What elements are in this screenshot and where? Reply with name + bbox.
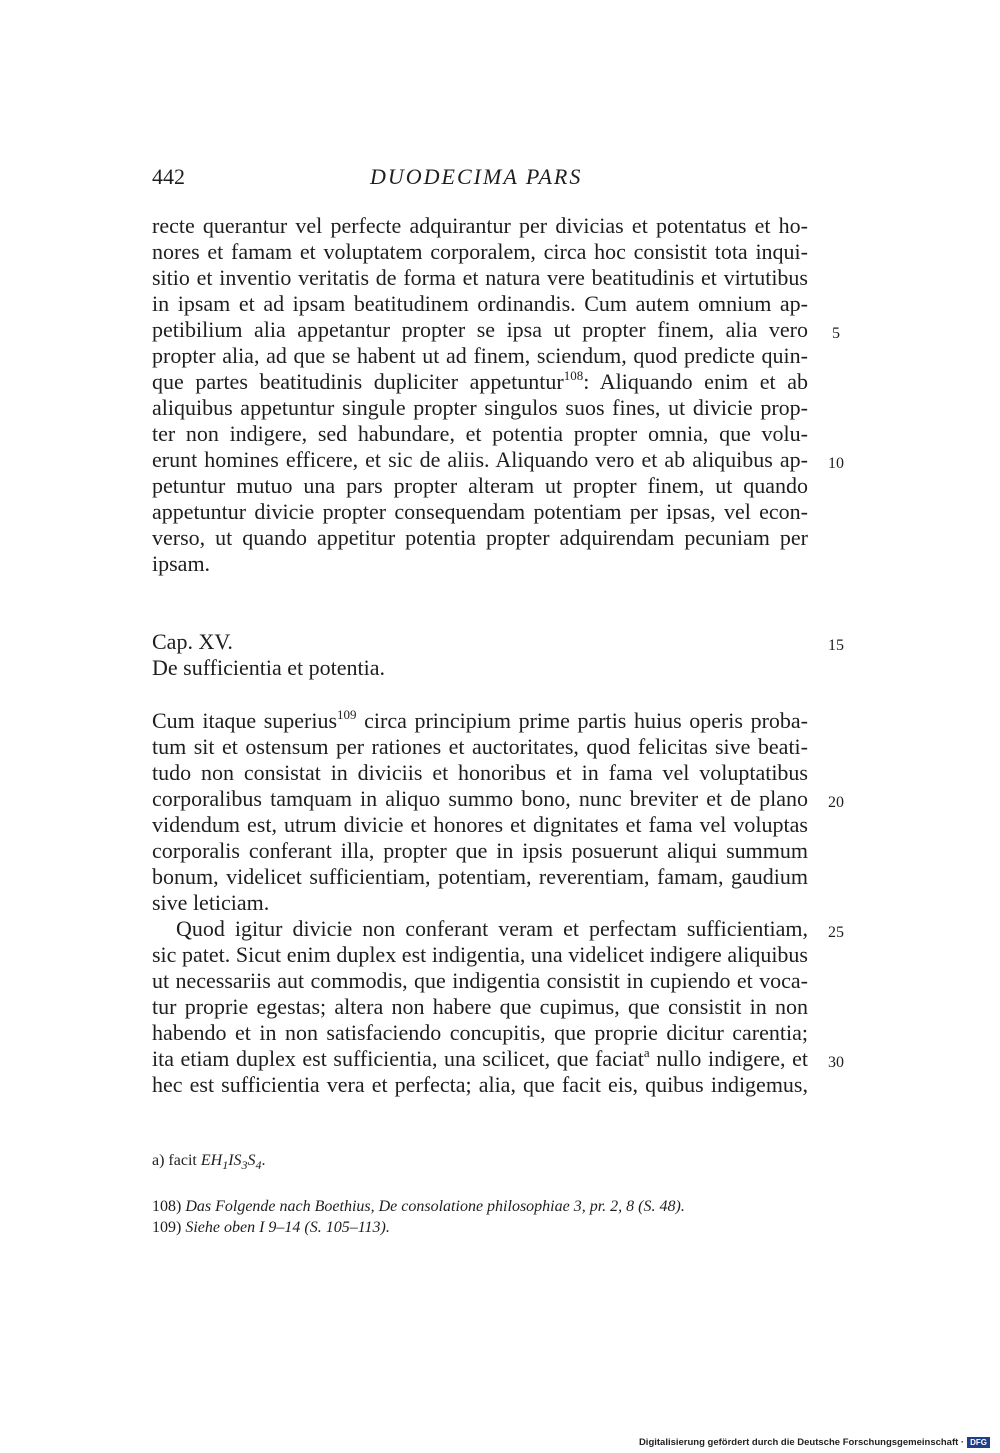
text-run: Cum itaque superius <box>152 708 338 733</box>
footnote-text: Das Folgende nach Boethius, De consolatione philosophiae 3, pr. 2, 8 (S. 48). <box>185 1198 685 1215</box>
text-line <box>152 708 808 734</box>
siglum-index: 1 <box>222 1158 229 1172</box>
text-run: circa principium prime partis huius operis proba- <box>356 708 808 733</box>
text-line: sic patet. Sicut enim duplex est indigentia, una videlicet indigere aliquibus <box>152 942 808 967</box>
text-line: nores et famam et voluptatem corporalem, circa hoc consistit tota inqui- <box>152 239 808 264</box>
text-line: ut necessariis aut commodis, que indigentia consistit in cupiendo et voca- <box>152 968 808 993</box>
line-number: 30 <box>828 1054 844 1071</box>
footnote-ref[interactable]: 108 <box>563 368 584 383</box>
footnote-text: Siehe oben I 9–14 (S. 105–113). <box>185 1219 390 1236</box>
chapter-title: De sufficientia et potentia. <box>152 655 385 680</box>
apparatus-label: a) facit <box>152 1152 201 1169</box>
siglum: EH <box>200 1152 223 1169</box>
text-line: habendo et in non satisfaciendo concupitis, que proprie dicitur carentia; <box>152 1020 808 1045</box>
dfg-logo: DFG <box>967 1437 990 1448</box>
footnote <box>152 1197 685 1217</box>
siglum-index: 4 <box>255 1158 262 1172</box>
text-line: in ipsam et ad ipsam beatitudinem ordinandis. Cum autem omnium ap- <box>152 291 808 316</box>
running-title: DUODECIMA PARS <box>370 164 583 189</box>
text-line: ipsam. <box>152 551 211 576</box>
footnote-ref[interactable]: 109 <box>337 707 357 722</box>
siglum: IS <box>228 1152 242 1169</box>
apparatus-ref[interactable]: a <box>643 1045 650 1060</box>
text-line: corporalis conferant illa, propter que in ipsis posuerunt aliqui summum <box>152 838 808 863</box>
footnote-marker: 108) <box>152 1198 182 1215</box>
text-line: petuntur mutuo una pars propter alteram ut propter finem, ut quando <box>152 473 808 498</box>
page-number: 442 <box>152 164 185 189</box>
text-line: bonum, videlicet sufficientiam, potentiam, reverentiam, famam, gaudium <box>152 864 808 889</box>
critical-apparatus <box>152 1151 266 1171</box>
line-number: 25 <box>828 924 844 941</box>
text-line: hec est sufficientia vera et perfecta; alia, que facit eis, quibus indigemus, <box>152 1072 808 1097</box>
siglum-index: 3 <box>241 1158 248 1172</box>
footnote-marker: 109) <box>152 1219 182 1236</box>
line-number: 10 <box>828 455 844 472</box>
text-line: tudo non consistat in diviciis et honoribus et in fama vel voluptatibus <box>152 760 808 785</box>
text-line: tur proprie egestas; altera non habere que cupimus, que consistit in non <box>152 994 808 1019</box>
text-line: tum sit et ostensum per rationes et auctoritates, quod felicitas sive beati- <box>152 734 808 759</box>
text-line: corporalibus tamquam in aliquo summo bono, nunc breviter et de plano <box>152 786 808 811</box>
digitization-credit <box>639 1437 990 1448</box>
text-line: recte querantur vel perfecte adquirantur per divicias et potentatus et ho- <box>152 213 808 238</box>
footnote <box>152 1218 390 1238</box>
text-run: nullo indigere, et <box>649 1046 808 1071</box>
text-line <box>152 369 808 395</box>
text-line: appetuntur divicie propter consequendam potentiam per ipsas, vel econ- <box>152 499 808 524</box>
line-number: 5 <box>832 325 840 342</box>
chapter-number: Cap. XV. <box>152 629 233 654</box>
text-line: ter non indigere, sed habundare, et potentia propter omnia, que volu- <box>152 421 808 446</box>
line-number: 15 <box>828 637 844 654</box>
text-line: sitio et inventio veritatis de forma et natura vere beatitudinis et virtutibus <box>152 265 808 290</box>
apparatus-end: . <box>261 1152 266 1169</box>
text-run: que partes beatitudinis dupliciter appetuntur <box>152 369 564 394</box>
text-line: propter alia, ad que se habent ut ad finem, sciendum, quod predicte quin- <box>152 343 808 368</box>
credit-text: Digitalisierung gefördert durch die Deutsche Forschungsgemeinschaft · <box>638 1437 965 1449</box>
text-line: petibilium alia appetantur propter se ipsa ut propter finem, alia vero <box>152 317 808 342</box>
text-line: sive leticiam. <box>152 890 270 915</box>
line-number: 20 <box>828 794 844 811</box>
text-run: ita etiam duplex est sufficientia, una scilicet, que faciat <box>152 1046 644 1071</box>
siglum: S <box>247 1152 256 1169</box>
text-line: verso, ut quando appetitur potentia propter adquirendam pecuniam per <box>152 525 808 550</box>
text-line <box>152 1046 808 1072</box>
text-run: : Aliquando enim et ab <box>583 369 808 394</box>
text-line: aliquibus appetuntur singule propter singulos suos fines, ut divicie prop- <box>152 395 808 420</box>
text-line: videndum est, utrum divicie et honores et dignitates et fama vel voluptas <box>152 812 808 837</box>
text-line: Quod igitur divicie non conferant veram et perfectam sufficientiam, <box>176 916 808 941</box>
text-line: erunt homines efficere, et sic de aliis. Aliquando vero et ab aliquibus ap- <box>152 447 808 472</box>
